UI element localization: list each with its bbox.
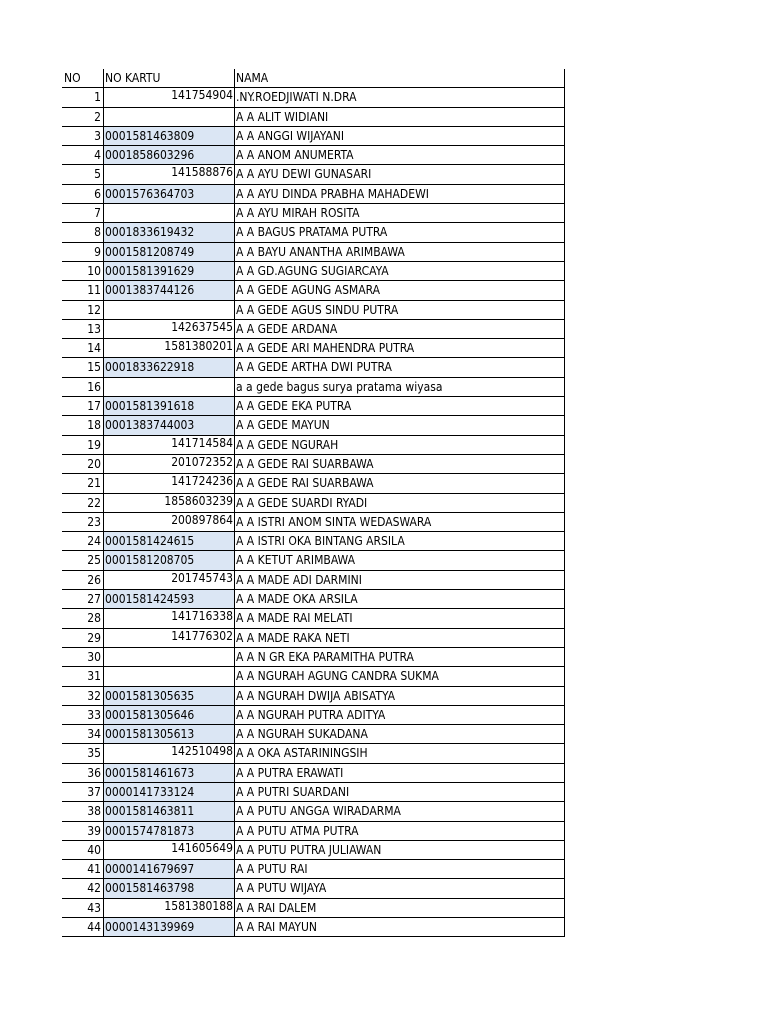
row-number-cell[interactable]: 38 (87, 804, 101, 819)
table-row (62, 918, 565, 937)
row-number-cell[interactable]: 40 (87, 842, 101, 857)
card-number-cell[interactable]: 0001581391618 (103, 397, 234, 415)
name-cell[interactable]: A A MADE RAKA NETI (234, 629, 565, 647)
card-number-cell[interactable]: 0001581208705 (103, 551, 234, 569)
card-number-cell[interactable]: 0001581424593 (103, 590, 234, 608)
name-cell[interactable]: A A NGURAH AGUNG CANDRA SUKMA (234, 667, 565, 685)
card-number-cell[interactable]: 0001581305635 (103, 687, 234, 705)
row-number-cell[interactable]: 13 (87, 321, 101, 336)
card-number-cell[interactable]: 0000141679697 (103, 860, 234, 878)
row-number-cell[interactable]: 25 (87, 553, 101, 568)
row-number-cell[interactable]: 19 (87, 437, 101, 452)
name-cell[interactable]: A A MADE OKA ARSILA (234, 590, 565, 608)
table-row (62, 764, 565, 783)
table-row (62, 879, 565, 898)
table-row (62, 532, 565, 551)
table-row (62, 494, 565, 513)
row-number-cell[interactable]: 23 (87, 514, 101, 529)
card-number-cell[interactable]: 201745743 (103, 571, 234, 589)
card-number-cell[interactable]: 0001383744126 (103, 281, 234, 299)
row-number-cell[interactable]: 24 (87, 534, 101, 549)
card-number-cell[interactable]: 0001833619432 (103, 223, 234, 241)
card-number-cell[interactable]: 141716338 (103, 609, 234, 627)
table-row (62, 648, 565, 667)
name-cell[interactable]: A A AYU MIRAH ROSITA (234, 204, 565, 222)
row-number-cell[interactable]: 12 (87, 302, 101, 317)
table-row (62, 127, 565, 146)
card-number-cell[interactable] (103, 648, 234, 666)
card-number-cell[interactable] (103, 204, 234, 222)
row-number-cell[interactable]: 27 (87, 592, 101, 607)
table-row (62, 629, 565, 648)
table-row (62, 416, 565, 435)
table-row (62, 899, 565, 918)
card-number-cell[interactable]: 0001581463798 (103, 879, 234, 897)
table-row (62, 609, 565, 628)
name-cell[interactable]: A A BAGUS PRATAMA PUTRA (234, 223, 565, 241)
table-row (62, 358, 565, 377)
row-number-cell[interactable]: 8 (94, 225, 101, 240)
table-row (62, 146, 565, 165)
card-number-cell[interactable]: 141588876 (103, 165, 234, 183)
name-cell[interactable]: a a gede bagus surya pratama wiyasa (234, 378, 565, 396)
table-row (62, 822, 565, 841)
name-cell[interactable]: A A BAYU ANANTHA ARIMBAWA (234, 243, 565, 261)
table-row (62, 783, 565, 802)
table-row (62, 378, 565, 397)
name-cell[interactable]: A A GEDE AGUS SINDU PUTRA (234, 301, 565, 319)
row-number-cell[interactable]: 31 (87, 669, 101, 684)
table-row (62, 223, 565, 242)
table-row (62, 204, 565, 223)
card-number-cell[interactable]: 141776302 (103, 629, 234, 647)
table-row (62, 474, 565, 493)
table-row (62, 262, 565, 281)
card-number-cell[interactable]: 0001581305613 (103, 725, 234, 743)
card-number-cell[interactable]: 0001581463811 (103, 802, 234, 820)
name-cell[interactable]: A A GEDE AGUNG ASMARA (234, 281, 565, 299)
row-number-cell[interactable]: 4 (94, 148, 101, 163)
table-row (62, 687, 565, 706)
table-row (62, 397, 565, 416)
card-number-cell[interactable]: 200897864 (103, 513, 234, 531)
name-cell[interactable]: A A ISTRI OKA BINTANG ARSILA (234, 532, 565, 550)
table-row (62, 841, 565, 860)
row-number-cell[interactable]: 34 (87, 727, 101, 742)
name-cell[interactable]: A A GEDE ARDANA (234, 320, 565, 338)
header-name[interactable]: NAMA (234, 69, 565, 87)
row-number-cell[interactable]: 15 (87, 360, 101, 375)
row-number-cell[interactable]: 18 (87, 418, 101, 433)
card-number-cell[interactable]: 141714584 (103, 436, 234, 454)
table-row (62, 88, 565, 107)
name-cell[interactable]: A A GEDE RAI SUARBAWA (234, 455, 565, 473)
name-cell[interactable]: A A MADE ADI DARMINI (234, 571, 565, 589)
card-number-cell[interactable]: 142637545 (103, 320, 234, 338)
name-cell[interactable]: A A PUTRA ERAWATI (234, 764, 565, 782)
name-cell[interactable]: A A ALIT WIDIANI (234, 108, 565, 126)
row-number-cell[interactable]: 39 (87, 823, 101, 838)
row-number-cell[interactable]: 2 (94, 109, 101, 124)
row-number-cell[interactable]: 22 (87, 495, 101, 510)
name-cell[interactable]: A A PUTU ANGGA WIRADARMA (234, 802, 565, 820)
name-cell[interactable]: A A ANGGI WIJAYANI (234, 127, 565, 145)
row-number-cell[interactable]: 16 (87, 379, 101, 394)
card-number-cell[interactable]: 0001581461673 (103, 764, 234, 782)
header-no[interactable]: NO (64, 71, 81, 85)
name-cell[interactable]: A A PUTU PUTRA JULIAWAN (234, 841, 565, 859)
card-number-cell[interactable]: 0001383744003 (103, 416, 234, 434)
row-number-cell[interactable]: 3 (94, 128, 101, 143)
table-row (62, 436, 565, 455)
row-number-cell[interactable]: 17 (87, 399, 101, 414)
row-number-cell[interactable]: 14 (87, 341, 101, 356)
card-number-cell[interactable]: 0001581391629 (103, 262, 234, 280)
table-row (62, 744, 565, 763)
card-number-cell[interactable]: 141724236 (103, 474, 234, 492)
row-number-cell[interactable]: 7 (94, 206, 101, 221)
table-row (62, 243, 565, 262)
card-number-cell[interactable]: 0001581463809 (103, 127, 234, 145)
table-row (62, 320, 565, 339)
card-number-cell[interactable] (103, 108, 234, 126)
row-number-cell[interactable]: 1 (94, 90, 101, 105)
card-number-cell[interactable]: 1581380188 (103, 899, 234, 917)
row-number-cell[interactable]: 29 (87, 630, 101, 645)
card-number-cell[interactable] (103, 301, 234, 319)
name-cell[interactable]: A A AYU DINDA PRABHA MAHADEWI (234, 185, 565, 203)
name-cell[interactable]: A A PUTU ATMA PUTRA (234, 822, 565, 840)
name-cell[interactable]: A A ANOM ANUMERTA (234, 146, 565, 164)
name-cell[interactable]: A A GEDE NGURAH (234, 436, 565, 454)
table-row (62, 667, 565, 686)
table-row (62, 301, 565, 320)
card-number-cell[interactable] (103, 378, 234, 396)
card-number-cell[interactable]: 0001581424615 (103, 532, 234, 550)
row-number-cell[interactable]: 6 (94, 186, 101, 201)
card-number-cell[interactable] (103, 667, 234, 685)
header-row (62, 69, 565, 88)
name-cell[interactable]: A A PUTU RAI (234, 860, 565, 878)
card-number-cell[interactable]: 0000141733124 (103, 783, 234, 801)
table-row (62, 725, 565, 744)
row-number-cell[interactable]: 44 (87, 920, 101, 935)
row-number-cell[interactable]: 28 (87, 611, 101, 626)
table-row (62, 571, 565, 590)
card-number-cell[interactable]: 1858603239 (103, 494, 234, 512)
row-number-cell[interactable]: 35 (87, 746, 101, 761)
name-cell[interactable]: .NY.ROEDJIWATI N.DRA (234, 88, 565, 106)
name-cell[interactable]: A A GD.AGUNG SUGIARCAYA (234, 262, 565, 280)
row-number-cell[interactable]: 41 (87, 862, 101, 877)
name-cell[interactable]: A A GEDE RAI SUARBAWA (234, 474, 565, 492)
table-body (62, 88, 565, 937)
card-number-cell[interactable]: 0001576364703 (103, 185, 234, 203)
name-cell[interactable]: A A ISTRI ANOM SINTA WEDASWARA (234, 513, 565, 531)
name-cell[interactable]: A A GEDE EKA PUTRA (234, 397, 565, 415)
table-row (62, 108, 565, 127)
row-number-cell[interactable]: 5 (94, 167, 101, 182)
row-number-cell[interactable]: 33 (87, 707, 101, 722)
name-cell[interactable]: A A OKA ASTARININGSIH (234, 744, 565, 762)
name-cell[interactable]: A A PUTRI SUARDANI (234, 783, 565, 801)
name-cell[interactable]: A A GEDE ARTHA DWI PUTRA (234, 358, 565, 376)
table-row (62, 860, 565, 879)
table-row (62, 185, 565, 204)
name-cell[interactable]: A A RAI MAYUN (234, 918, 565, 936)
name-cell[interactable]: A A NGURAH PUTRA ADITYA (234, 706, 565, 724)
card-number-cell[interactable]: 0001581305646 (103, 706, 234, 724)
card-number-cell[interactable]: 142510498 (103, 744, 234, 762)
table-row (62, 455, 565, 474)
name-cell[interactable]: A A RAI DALEM (234, 899, 565, 917)
spreadsheet-table (62, 69, 565, 937)
table-row (62, 513, 565, 532)
row-number-cell[interactable]: 26 (87, 572, 101, 587)
name-cell[interactable]: A A GEDE ARI MAHENDRA PUTRA (234, 339, 565, 357)
name-cell[interactable]: A A AYU DEWI GUNASARI (234, 165, 565, 183)
card-number-cell[interactable]: 0001833622918 (103, 358, 234, 376)
card-number-cell[interactable]: 0001581208749 (103, 243, 234, 261)
name-cell[interactable]: A A N GR EKA PARAMITHA PUTRA (234, 648, 565, 666)
card-number-cell[interactable]: 1581380201 (103, 339, 234, 357)
row-number-cell[interactable]: 9 (94, 244, 101, 259)
name-cell[interactable]: A A PUTU WIJAYA (234, 879, 565, 897)
table-row (62, 165, 565, 184)
row-number-cell[interactable]: 11 (87, 283, 101, 298)
row-number-cell[interactable]: 10 (87, 263, 101, 278)
name-cell[interactable]: A A NGURAH SUKADANA (234, 725, 565, 743)
table-row (62, 706, 565, 725)
card-number-cell[interactable]: 0001574781873 (103, 822, 234, 840)
row-number-cell[interactable]: 37 (87, 784, 101, 799)
table-row (62, 551, 565, 570)
name-cell[interactable]: A A MADE RAI MELATI (234, 609, 565, 627)
row-number-cell[interactable]: 43 (87, 900, 101, 915)
row-number-cell[interactable]: 32 (87, 688, 101, 703)
name-cell[interactable]: A A KETUT ARIMBAWA (234, 551, 565, 569)
table-row (62, 281, 565, 300)
row-number-cell[interactable]: 21 (87, 476, 101, 491)
row-number-cell[interactable]: 36 (87, 765, 101, 780)
header-card-number[interactable]: NO KARTU (103, 69, 234, 87)
name-cell[interactable]: A A GEDE MAYUN (234, 416, 565, 434)
card-number-cell[interactable]: 141754904 (103, 88, 234, 106)
row-number-cell[interactable]: 42 (87, 881, 101, 896)
table-row (62, 339, 565, 358)
name-cell[interactable]: A A GEDE SUARDI RYADI (234, 494, 565, 512)
row-number-cell[interactable]: 20 (87, 456, 101, 471)
card-number-cell[interactable]: 201072352 (103, 455, 234, 473)
card-number-cell[interactable]: 0000143139969 (103, 918, 234, 936)
name-cell[interactable]: A A NGURAH DWIJA ABISATYA (234, 687, 565, 705)
card-number-cell[interactable]: 141605649 (103, 841, 234, 859)
table-row (62, 590, 565, 609)
table-row (62, 802, 565, 821)
card-number-cell[interactable]: 0001858603296 (103, 146, 234, 164)
row-number-cell[interactable]: 30 (87, 649, 101, 664)
